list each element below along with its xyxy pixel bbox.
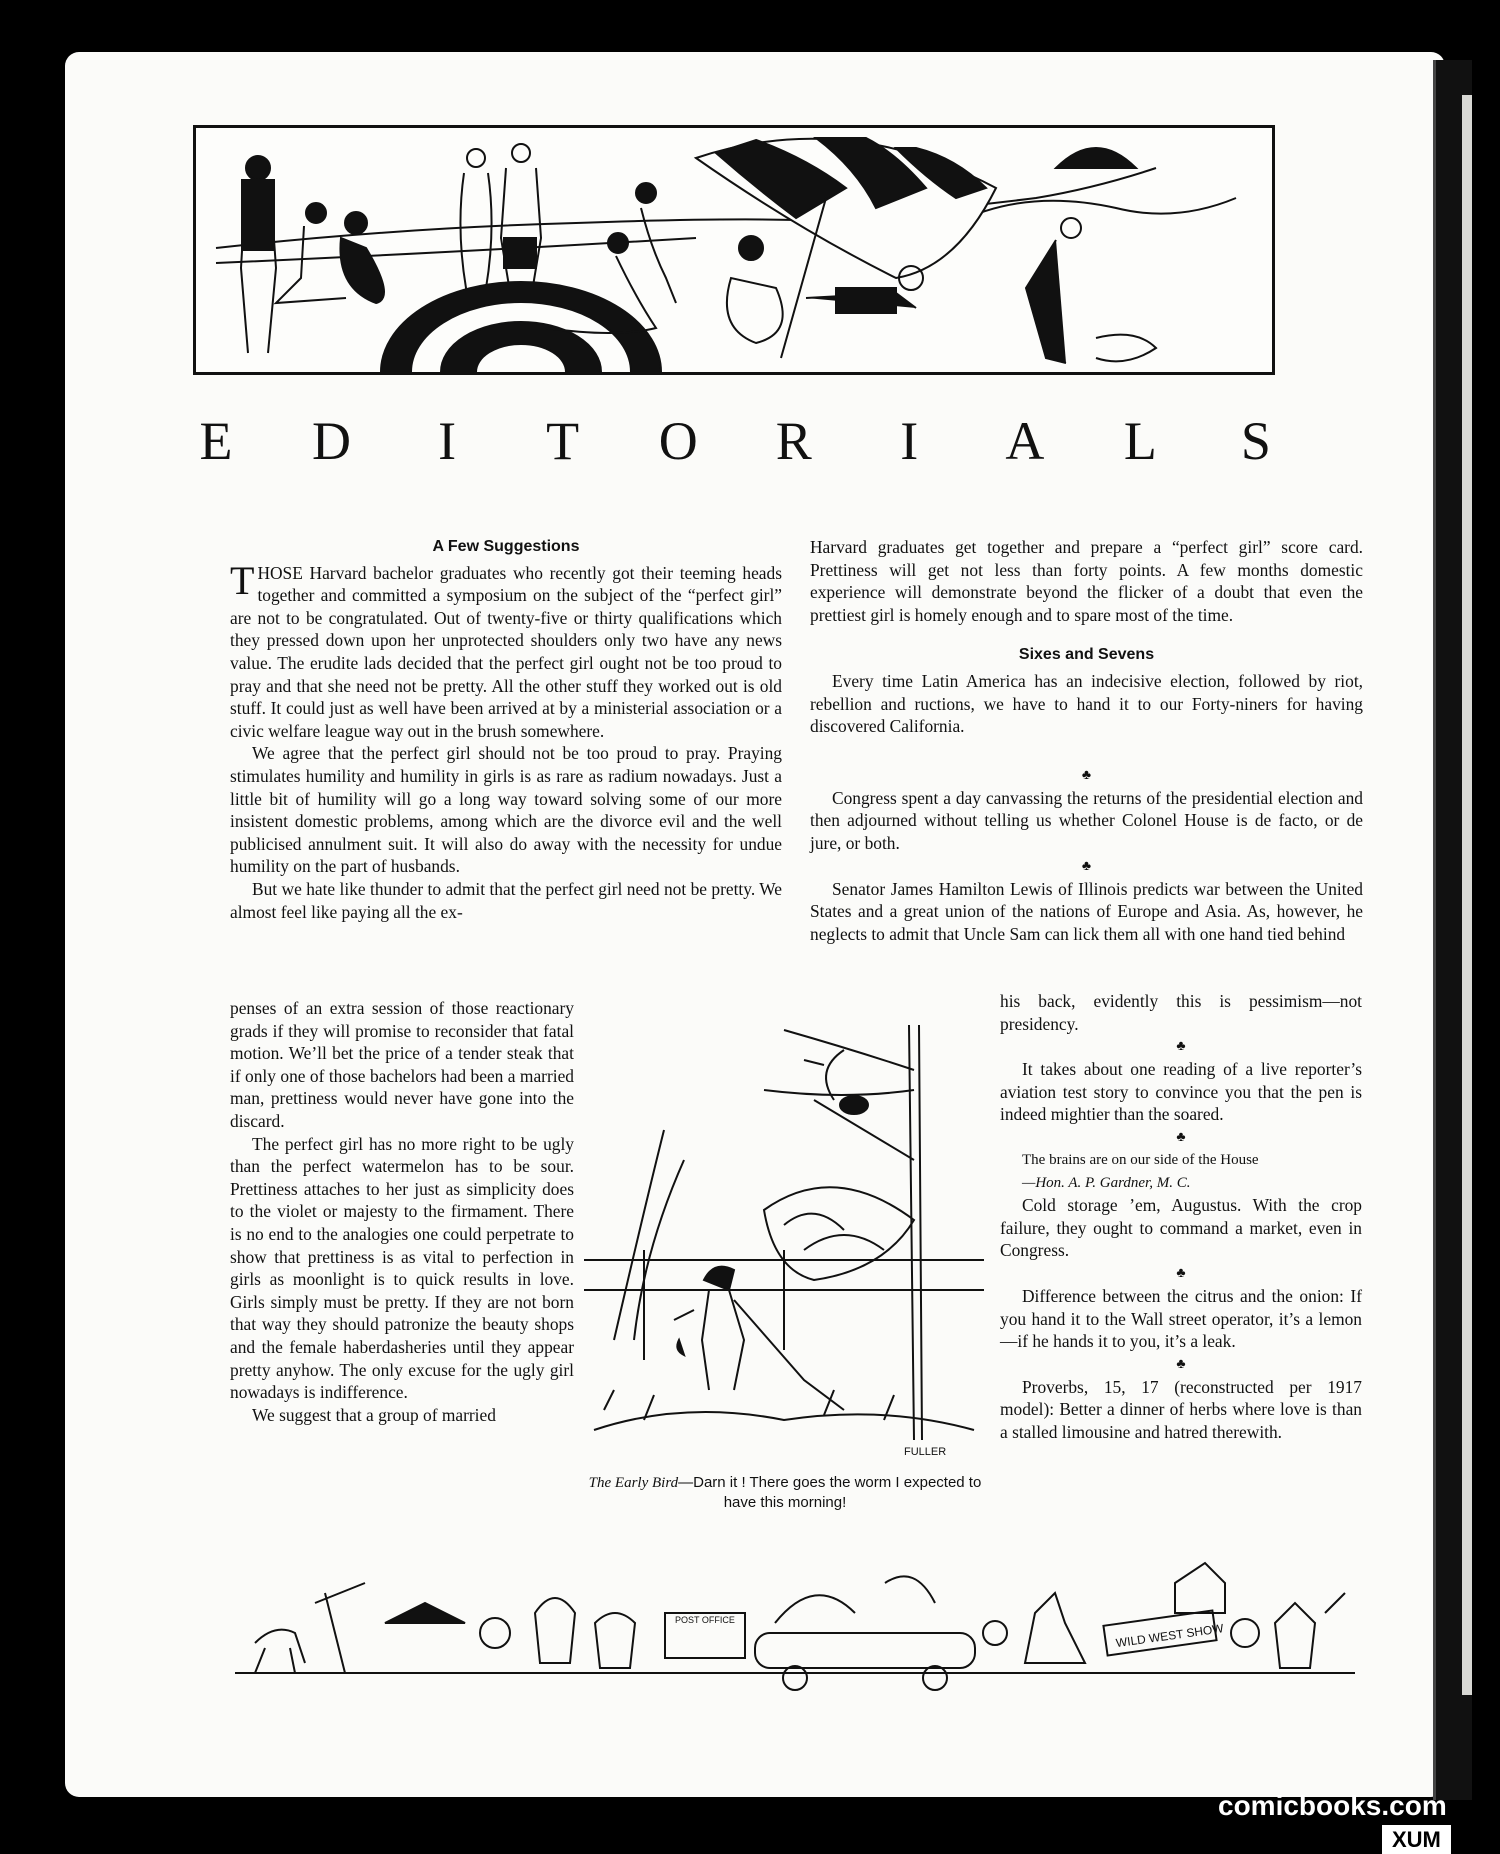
post-office-sign: POST OFFICE (675, 1615, 735, 1625)
club-ornament: ♣ (1176, 1039, 1186, 1055)
parade-drawing (235, 1523, 1360, 1703)
caption-title: The Early Bird (588, 1475, 679, 1491)
title-letter: L (1123, 411, 1157, 471)
quote-attribution: —Hon. A. P. Gardner, M. C. (1022, 1174, 1191, 1191)
article-column-left-lower (230, 997, 574, 1426)
title-letter: R (775, 411, 812, 471)
title-letter: T (546, 411, 580, 471)
editorial-item: Congress spent a day canvassing the returns of the presidential election and then adjourned without telling us whether Colonel House is de facto, or de jure, or both. (810, 787, 1363, 853)
artist-signature: FULLER (904, 1446, 947, 1458)
article-column-left (230, 536, 782, 923)
title-letter: I (900, 411, 919, 471)
article-paragraph: But we hate like thunder to admit that the perfect girl need not be pretty. We almost feel like paying all the ex- (230, 878, 782, 922)
caption-text: —Darn it ! There goes the worm I expected to have this morning! (678, 1474, 982, 1511)
scanner-tag: XUM (1382, 1825, 1451, 1854)
facing-page-strip (1462, 95, 1472, 1695)
cartoon-drawing (584, 1010, 984, 1465)
page-title (196, 410, 1276, 472)
title-letter: D (312, 411, 352, 471)
title-letter: E (199, 411, 233, 471)
article-heading: Sixes and Sevens (1018, 646, 1155, 664)
title-letter: O (658, 411, 698, 471)
editorial-item: Proverbs, 15, 17 (reconstructed per 1917 model): Better a dinner of herbs where love is than a stalled limousine and hatred therewith. (1000, 1376, 1362, 1442)
beach-illustration (196, 128, 1272, 372)
editorial-item: Cold storage ’em, Augustus. With the crop failure, they ought to command a market, even in Congress. (1000, 1195, 1362, 1261)
footer-parade-illustration (235, 1523, 1360, 1703)
editorial-item: Difference between the citrus and the onion: If you hand it to the Wall street operator, it’s a lemon—if he hands it to you, it’s a leak. (1000, 1285, 1362, 1352)
quote-line: The brains are on our side of the House (1022, 1151, 1259, 1168)
article-paragraph: The perfect girl has no more right to be ugly than the perfect watermelon has to be sour. Prettiness attaches to her just as simplicity does to the violet or majesty to the firmament. There is no end to the analogies one could perpetrate to show that prettiness is as vital to perfection in girls as moonlight is to quick results in love. Girls simply must be pretty. If they are not born that way they should patronize the beauty shops and the female haberdasheries until they appear pretty anyhow. The only excuse for the ugly girl nowadays is indifference. (230, 1133, 574, 1403)
club-ornament: ♣ (1081, 858, 1092, 874)
article-paragraph: penses of an extra session of those reactionary grads if they will promise to reconsider that fatal motion. We’ll bet the price of a tender steak that if only one of those bachelors had been a married man, prettiness would never have gone into the discard. (230, 998, 574, 1131)
article-column-right (810, 536, 1363, 945)
article-column-right-lower (1000, 990, 1362, 1444)
club-ornament: ♣ (1176, 1129, 1186, 1145)
title-letter: I (438, 411, 457, 471)
editorial-item: Senator James Hamilton Lewis of Illinois predicts war between the United States and a great union of the nations of Europe and Asia. As, however, he neglects to admit that Uncle Sam can lick them all with one hand tied behind (810, 878, 1363, 944)
editorial-item: It takes about one reading of a live reporter’s aviation test story to convince you that the pen is indeed mightier than the soared. (1000, 1059, 1362, 1125)
club-ornament: ♣ (1081, 767, 1092, 783)
article-paragraph: Harvard graduates get together and prepare a “perfect girl” score card. Prettiness will get not less than forty points. A few months domestic experience will demonstrate beyond the flicker of a doubt that even the prettiest girl is homely enough and to spare most of the time. (810, 537, 1363, 625)
drop-cap: T (230, 557, 255, 603)
site-watermark: comicbooks.com (1218, 1790, 1447, 1821)
club-ornament: ♣ (1176, 1265, 1186, 1281)
early-bird-cartoon (584, 1010, 984, 1465)
editorial-item: Every time Latin America has an indecisive election, followed by riot, rebellion and ructions, we have to hand it to our Forty-niners for having discovered California. (810, 670, 1363, 737)
article-paragraph (230, 557, 782, 743)
club-ornament: ♣ (1176, 1356, 1186, 1372)
editorial-item: his back, evidently this is pessimism—not presidency. (1000, 991, 1362, 1034)
article-paragraph: We suggest that a group of married (252, 1404, 496, 1425)
title-letter: S (1240, 411, 1271, 471)
article-heading: A Few Suggestions (432, 538, 580, 555)
wild-west-show-sign: WILD WEST SHOW (1115, 1621, 1225, 1651)
article-paragraph: We agree that the perfect girl should not be too proud to pray. Praying stimulates humility and humility in girls is as rare as radium nowadays. Just a little bit of humility will go a long way toward solving some of our more insistent domestic problems, among which are the divorce evil and the well publicised annulment suit. It will also do away with the necessity for undue humility on the part of husbands. (230, 743, 782, 877)
paragraph-text: HOSE Harvard bachelor graduates who recently got their teeming heads together and committed a symposium on the subject of the “perfect girl” are not to be congratulated. Out of twenty-five or thirty qualifications which they pressed down upon her unprotected shoulders only two have any news value. The erudite lads decided that the perfect girl ought not be too proud to pray and that she need not be pretty. All the other stuff they worked out is old stuff. It could just as well have been arrived at by a ministerial association or a civic welfare league way out in the brush somewhere. (230, 562, 782, 741)
cartoon-caption (587, 1473, 983, 1513)
beach-scene-banner (193, 125, 1275, 375)
title-letter: A (1005, 411, 1045, 471)
